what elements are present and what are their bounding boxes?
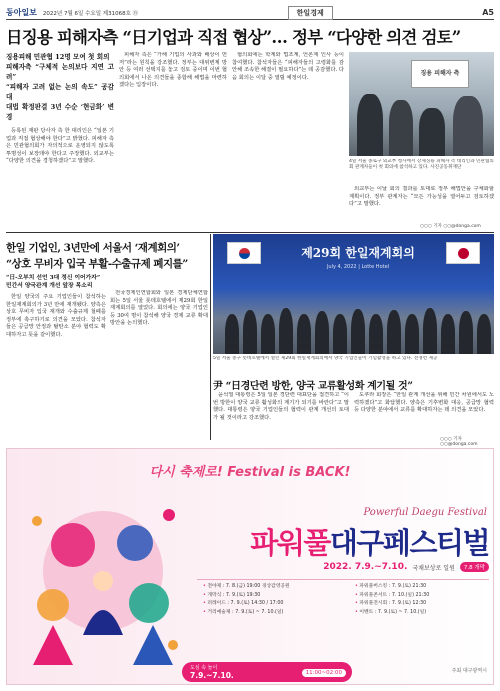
story1-lead-column bbox=[6, 52, 114, 228]
person-figure bbox=[459, 311, 473, 354]
story2-headline-2: “상호 무비자 입국 부활-수출규제 폐지를” bbox=[6, 258, 188, 270]
ad-title bbox=[197, 521, 489, 562]
page-header bbox=[6, 6, 494, 20]
story3-headline: 尹 “日경단련 방한, 양국 교류활성화 계기될 것” bbox=[213, 381, 413, 392]
person-figure bbox=[315, 311, 329, 354]
person-figure bbox=[279, 308, 293, 354]
story2-photo bbox=[213, 234, 494, 354]
ad-organizers: 주최 대구광역시 bbox=[451, 668, 487, 674]
ad-divider bbox=[197, 579, 489, 580]
story2-column-1 bbox=[6, 274, 106, 440]
program-item: • 파워풀버스킹 : 7. 9.(토) 21:30 bbox=[355, 583, 429, 592]
festival-illustration bbox=[13, 485, 193, 681]
person-figure bbox=[297, 314, 311, 354]
story1-column-2 bbox=[119, 52, 227, 228]
story1-headline: 日징용 피해자측 “日기업과 직접 협상”… 정부 “다양한 의견 검토” bbox=[6, 28, 461, 47]
person-figure bbox=[351, 309, 365, 354]
story1-body-3: 협의회에는 학계와 법조계, 언론계 인사 등이 참여했다. 참석자들은 “피해자들의 고령화를 감안해 조속한 해결이 필요하다”는 데 공감했다. 다음 회의는 이달 중 열릴 예정이다. bbox=[232, 52, 344, 81]
ride-time: 11:00~02:00 bbox=[302, 669, 346, 677]
story1-lead-3: “피해자 고려 없는 논의 속도” 공감대 bbox=[6, 83, 114, 101]
person-figure bbox=[387, 310, 401, 354]
story3-body-1: 윤석열 대통령은 5일 일본 경단련 대표단을 접견하고 “이번 방한이 양국 교류 활성화의 계기가 되기를 바란다”고 말했다. 대통령은 양국 기업인들의 협력이 관계 개선의 토대가 될 것이라고 강조했다. bbox=[213, 392, 349, 421]
program-item: • 전야제 : 7. 8.(금) 19:00 경상감영공원 bbox=[203, 583, 290, 592]
story1-lead-1: 징용피해 민관협 12명 모여 첫 회의 bbox=[6, 53, 110, 61]
ad-tagline: 다시 축제로! Festival is BACK! bbox=[149, 465, 351, 480]
person-figure bbox=[419, 108, 445, 156]
column-divider bbox=[210, 234, 211, 440]
story2-photo-caption: 5일 서울 중구 롯데호텔에서 열린 제29회 한일재계회의에서 양국 기업인들이 기념촬영을 하고 있다. 전경련 제공 bbox=[213, 356, 438, 361]
ad-program-left bbox=[203, 583, 290, 617]
dateline: 2022년 7월 6일 수요일 제31068호 ⑮ bbox=[42, 10, 139, 17]
story3-byline: ○○○ 기자 ○○@donga.com bbox=[440, 437, 478, 447]
program-item: • 퍼레이드 : 7. 9.(토) 14:30 / 17:00 bbox=[203, 600, 290, 609]
person-figure bbox=[225, 314, 239, 354]
person-figure bbox=[441, 314, 455, 354]
person-figure bbox=[477, 314, 491, 354]
ad-ride-banner bbox=[182, 662, 352, 682]
korea-flag-icon bbox=[227, 242, 261, 264]
program-item: • 파워풀콘서트 : 7. 10.(일) 21:30 bbox=[355, 592, 429, 601]
photo-banner: 제29회 한일재계회의 bbox=[301, 246, 415, 260]
person-figure bbox=[333, 314, 347, 354]
story2-body-1: 한일 양국의 주요 기업인들이 참석하는 한일재계회의가 3년 만에 재개됐다. 양측은 상호 무비자 입국 재개와 수출규제 철폐를 정부에 촉구하기로 의견을 모았다. 참석자들은 공급망 안정과 탈탄소 분야 협력도 확대하자고 뜻을 같이했다. bbox=[6, 294, 106, 338]
ad-dates: 2022. 7.9.~7.10. bbox=[323, 562, 408, 572]
story1-photo bbox=[349, 52, 494, 156]
story3-column-1 bbox=[213, 392, 349, 440]
ad-date-row bbox=[197, 562, 489, 572]
program-item: • 파워풀전시회 : 7. 9.(토) 12:30 bbox=[355, 600, 429, 609]
person-figure bbox=[389, 100, 413, 156]
photo-sign: 징용 피해자 측 bbox=[411, 60, 469, 88]
person-figure bbox=[261, 314, 275, 354]
ride-dates: 7.9.~7.10. bbox=[190, 671, 234, 680]
page-number: A5 bbox=[482, 8, 494, 17]
festival-advertisement[interactable] bbox=[6, 448, 494, 685]
person-figure bbox=[369, 314, 383, 354]
story2-column-2 bbox=[110, 290, 208, 440]
story1-body-4: 외교부는 이날 회의 결과를 토대로 정부 해법안을 구체화할 계획이다. 정부 관계자는 “모든 가능성을 열어두고 검토하겠다”고 말했다. bbox=[349, 186, 494, 208]
ad-footer bbox=[7, 658, 493, 684]
photo-banner-sub: July 4, 2022 | Lotte Hotel bbox=[326, 264, 390, 270]
japan-flag-icon bbox=[446, 242, 480, 264]
newspaper-logo: 동아일보 bbox=[6, 7, 37, 17]
story2-lead-2: 민간서 양국관계 개선 앞장 목소리 bbox=[6, 283, 93, 289]
story2-lead-1: “日-오부치 선언 3대 정신 이어가자” bbox=[6, 275, 101, 281]
story1-byline: ○○○ 기자 ○○@donga.com bbox=[420, 224, 481, 229]
program-item: • 거리예술제 : 7. 9.(토) ~ 7. 10.(일) bbox=[203, 609, 290, 618]
story2-headline-1: 한일 기업인, 3년만에 서울서 ‘재계회의’ bbox=[6, 242, 180, 254]
section-divider bbox=[6, 232, 494, 233]
story3-column-2 bbox=[354, 392, 494, 436]
ad-venue: 국채보상로 일원 bbox=[412, 564, 455, 572]
ad-program-right bbox=[355, 583, 429, 617]
program-item: • 이벤트 : 7. 9.(토) ~ 7. 10.(일) bbox=[355, 609, 429, 618]
person-figure bbox=[357, 94, 383, 156]
story1-body-2: 피해자 측은 “가해 기업의 사과와 배상이 먼저”라는 원칙을 강조했다. 정부는 대위변제 방안 등 여러 선택지를 놓고 검토 중이며 이번 협의회에서 나온 의견들을 종합해 해법을 마련하겠다는 입장이다. bbox=[119, 52, 227, 89]
section-label: 한일경제 bbox=[288, 6, 333, 20]
story2-body-2: 전국경제인연합회와 일본 경제단체연합회는 5일 서울 롯데호텔에서 제29회 한일재계회의를 열었다. 회의에는 양국 기업인 등 30여 명이 참석해 양국 경제 교류 확대 방안을 논의했다. bbox=[110, 290, 208, 327]
program-item: • 개막식 : 7. 9.(토) 19:30 bbox=[203, 592, 290, 601]
story1-body-1: 등록된 재판 당사자 측 한 대리인은 “일본 기업과 직접 협상해야 한다”고 밝혔다. 피해자 측은 민관협의회가 자의적으로 운영되지 않도록 투명성이 보장돼야 한다고 주장했다. 외교부는 “다양한 의견을 경청하겠다”고 말했다. bbox=[6, 128, 114, 165]
story1-lead-2: 피해자측 “구체적 논의보다 지연 고려” bbox=[6, 63, 114, 81]
ad-title-blue: 대구페스티벌 bbox=[329, 526, 489, 560]
ad-title-pink: 파워풀 bbox=[250, 526, 330, 560]
person-figure bbox=[423, 308, 437, 354]
ad-english-title: Powerful Daegu Festival bbox=[363, 507, 487, 518]
story1-column-4 bbox=[349, 186, 494, 220]
story1-column-3 bbox=[232, 52, 344, 228]
story1-lead-4: 대법 확정판결 3년 수순 ‘현금화’ 변경 bbox=[6, 103, 114, 121]
story3-body-2: 도쿠라 회장은 “한일 관계 개선을 위해 민간 차원에서도 노력하겠다”고 화답했다. 양측은 기후변화 대응, 공급망 협력 등 다양한 분야에서 교류를 확대하자는 데 의견을 모았다. bbox=[354, 392, 494, 414]
person-figure bbox=[243, 310, 257, 354]
person-figure bbox=[405, 314, 419, 354]
ride-label: 도심 속 놀이 bbox=[190, 665, 218, 671]
ad-opening-pill: 7.8 개막 bbox=[460, 562, 489, 572]
story1-photo-caption: 4일 서울 종로구 외교부 청사에서 강제징용 피해자 측 대리인과 민관협의회 관계자들이 첫 회의에 참석하고 있다. 사진공동취재단 bbox=[349, 159, 494, 171]
person-figure bbox=[453, 96, 483, 156]
